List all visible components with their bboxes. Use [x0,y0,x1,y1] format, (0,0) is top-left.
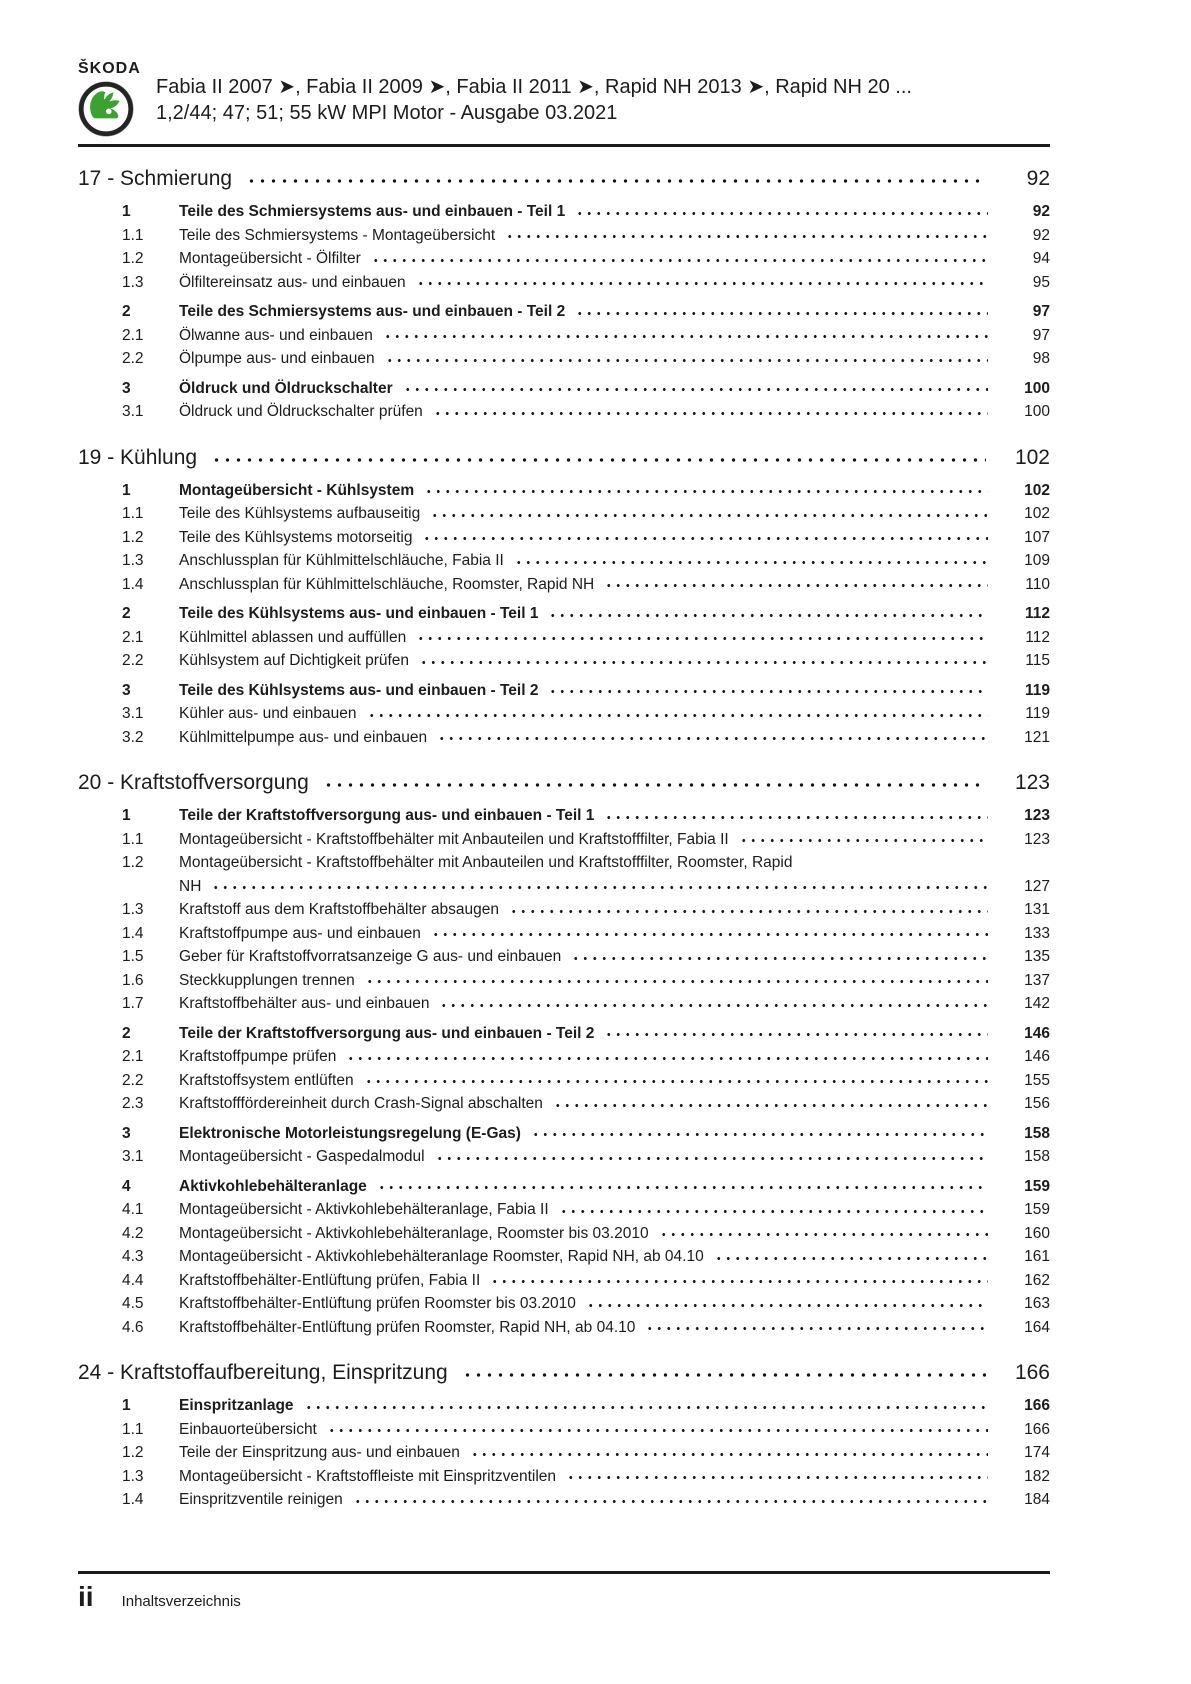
dot-leader [367,702,988,726]
entry-title: Kühlsystem auf Dichtigkeit prüfen [179,652,410,669]
dot-leader [548,602,988,626]
entry-title: Anschlussplan für Kühlmittelschläuche, Fabia II [179,552,504,569]
document-title [156,74,912,126]
entry-title: Kraftstoffpumpe aus- und einbauen [179,924,421,942]
entry-page-number: 100 [1024,403,1050,420]
entry-page-number: 107 [1024,528,1050,546]
section-title: Kraftstoffaufbereitung, Einspritzung [120,1361,448,1384]
entry-number: 1.4 [122,575,144,593]
entry-title: Kraftstofffördereinheit durch Crash-Signal abschalten [179,1095,543,1112]
entry-page-number: 160 [1024,1224,1050,1242]
entry-number: 2.1 [122,326,144,344]
entry-page-number: 159 [1024,1201,1050,1218]
dot-leader [430,502,988,526]
dot-leader [566,1465,988,1489]
dot-leader [505,224,988,248]
toc-entry [122,726,1050,750]
dot-leader [571,945,988,969]
entry-page-number: 97 [1032,326,1050,344]
toc-entry [122,1316,1050,1340]
entry-page-number: 97 [1032,303,1050,320]
toc-section [78,1359,1050,1512]
entry-number: 1 [122,1397,131,1414]
entry-title: Ölfiltereinsatz aus- und einbauen [179,273,406,291]
toc-entry [122,922,1050,946]
entry-number: 1.1 [122,226,144,244]
toc-entry [122,969,1050,993]
entry-number: 2.3 [122,1095,144,1112]
entry-number: 4.4 [122,1271,144,1289]
section-page-number: 123 [1014,771,1050,794]
entry-number: 1.1 [122,1420,144,1438]
entry-page-number: 133 [1024,924,1050,942]
dot-leader [559,1198,988,1222]
entry-number: 1.3 [122,273,144,291]
footer-divider [78,1571,1050,1574]
entry-title: Teile des Schmiersystems - Montageübersicht [179,226,496,244]
entry-title: Kraftstoffsystem entlüften [179,1071,354,1089]
entry-number: 2 [122,605,131,622]
entry-page-number: 182 [1024,1467,1050,1485]
dot-leader [377,1175,988,1199]
section-label [78,165,232,193]
entry-title: Kraftstoff aus dem Kraftstoffbehälter absaugen [179,901,499,918]
dot-leader [327,1418,988,1442]
toc-entry [122,1092,1050,1116]
entry-page-number: 121 [1024,728,1050,746]
entry-page-number: 166 [1024,1397,1050,1414]
toc-entry [122,1488,1050,1512]
entry-page-number: 156 [1024,1095,1050,1112]
toc-entry [122,1418,1050,1442]
entry-page-number: 123 [1024,830,1050,848]
dot-leader [714,1245,988,1269]
dot-leader [531,1122,988,1146]
toc-entry [122,1465,1050,1489]
section-title: Kraftstoffversorgung [120,771,309,794]
toc-entry [122,1145,1050,1169]
entry-number: 4.3 [122,1248,144,1265]
entry-title: Kraftstoffbehälter aus- und einbauen [179,995,430,1012]
dot-leader [514,549,988,573]
section-number: 17 [78,167,102,190]
toc-entry [122,573,1050,597]
section-separator: - [101,445,121,469]
toc-section [78,769,1050,1339]
entry-number: 1 [122,807,131,824]
footer-page-number: ii [78,1581,94,1612]
toc-entry [122,271,1050,295]
toc-section-header [78,769,1050,797]
skoda-logo-icon [78,80,134,138]
dot-leader [246,165,986,193]
entry-title: Anschlussplan für Kühlmittelschläuche, Roomster, Rapid NH [179,575,595,593]
section-entries [78,479,1050,750]
dot-leader [604,1022,988,1046]
section-label [78,1359,448,1387]
entry-page-number: 109 [1024,552,1050,569]
entry-title-block [179,851,1050,898]
entry-page-number: 92 [1032,226,1050,244]
dot-leader [509,898,988,922]
toc-entry [122,1222,1050,1246]
toc-entry [122,992,1050,1016]
entry-number: 4.1 [122,1201,144,1218]
entry-page-number: 112 [1024,605,1050,622]
entry-number: 4.6 [122,1318,144,1336]
entry-page-number: 174 [1024,1444,1050,1461]
entry-number: 1.7 [122,995,144,1012]
toc-entry [122,479,1050,503]
entry-title: Kraftstoffpumpe prüfen [179,1048,337,1065]
toc-entry [122,679,1050,703]
dot-leader [433,400,988,424]
toc-section-header [78,1359,1050,1387]
entry-page-number: 159 [1024,1177,1050,1195]
page-footer [78,1571,1050,1614]
toc-entry [122,626,1050,650]
dot-leader [365,969,988,993]
section-page-number: 166 [1014,1361,1050,1384]
toc-entry [122,1269,1050,1293]
table-of-contents [78,161,1050,1512]
toc-entry [122,377,1050,401]
toc-entry [122,1394,1050,1418]
entry-title: Montageübersicht - Gaspedalmodul [179,1148,425,1165]
entry-page-number: 102 [1024,481,1050,499]
entry-number: 3.1 [122,705,144,722]
entry-title-second-line [179,875,1050,899]
entry-title: Montageübersicht - Aktivkohlebehälteranlage Roomster, Rapid NH, ab 04.10 [179,1248,704,1265]
dot-leader [346,1045,988,1069]
section-separator: - [101,167,121,190]
toc-section [78,444,1050,750]
entry-number: 3.1 [122,403,144,420]
entry-title: Einspritzventile reinigen [179,1491,343,1508]
entry-title: Kühlmittelpumpe aus- und einbauen [179,728,428,746]
dot-leader [645,1316,988,1340]
entry-title: Kühler aus- und einbauen [179,705,357,722]
entry-number: 1.4 [122,924,144,942]
entry-page-number: 158 [1024,1148,1050,1165]
toc-section-header [78,165,1050,193]
entry-title: Einspritzanlage [179,1397,294,1414]
entry-title: Steckkupplungen trennen [179,971,355,989]
dot-leader [604,804,988,828]
page-header [78,60,1050,138]
entry-number: 1.3 [122,552,144,569]
entry-number: 1 [122,481,131,499]
section-separator: - [101,1361,121,1384]
entry-title: Montageübersicht - Ölfilter [179,250,361,267]
toc-entry [122,502,1050,526]
toc-entry [122,1245,1050,1269]
toc-entry [122,324,1050,348]
entry-title: Öldruck und Öldruckschalter prüfen [179,403,423,420]
dot-leader [383,324,988,348]
entry-title: Teile des Kühlsystems aufbauseitig [179,505,421,522]
entry-page-number: 115 [1025,652,1050,669]
section-label [78,769,309,797]
section-number: 19 [78,445,102,469]
entry-page-number: 158 [1024,1124,1050,1142]
dot-leader [416,271,988,295]
entry-page-number: 94 [1032,250,1050,267]
dot-leader [364,1069,988,1093]
entry-title: Montageübersicht - Kraftstoffbehälter mit Anbauteilen und Kraftstofffilter, Fabia II [179,830,729,848]
entry-title: Montageübersicht - Aktivkohlebehälteranlage, Roomster bis 03.2010 [179,1224,649,1242]
entry-title: Kühlmittel ablassen und auffüllen [179,628,407,646]
section-number: 20 [78,771,102,794]
entry-title: Elektronische Motorleistungsregelung (E-Gas) [179,1124,521,1142]
entry-page-number: 95 [1032,273,1050,291]
entry-number: 2 [122,303,131,320]
entry-number: 2 [122,1024,131,1042]
entry-title: Einbauorteübersicht [179,1420,317,1438]
toc-entry [122,400,1050,424]
entry-title: Aktivkohlebehälteranlage [179,1177,367,1195]
entry-number: 4 [122,1177,131,1195]
section-entries [78,804,1050,1339]
section-page-number: 102 [1014,445,1050,469]
entry-number: 1 [122,203,131,220]
entry-title: Teile der Kraftstoffversorgung aus- und einbauen - Teil 1 [179,807,595,824]
entry-number: 1.2 [122,1444,144,1461]
dot-leader [431,922,988,946]
dot-leader [211,444,986,472]
toc-entry [122,1069,1050,1093]
entry-page-number: 131 [1024,901,1050,918]
entry-number: 2.1 [122,1048,144,1065]
section-number: 24 [78,1361,102,1384]
entry-page-number: 161 [1024,1248,1050,1265]
entry-page-number: 92 [1032,203,1050,220]
entry-number: 1.2 [122,250,144,267]
toc-entry [122,549,1050,573]
dot-leader [659,1222,988,1246]
entry-page-number: 146 [1024,1024,1050,1042]
entry-page-number: 146 [1024,1048,1050,1065]
dot-leader [553,1092,988,1116]
dot-leader [548,679,988,703]
dot-leader [470,1441,988,1465]
entry-number: 1.3 [122,1467,144,1485]
dot-leader [739,828,988,852]
toc-entry [122,1022,1050,1046]
entry-page-number: 119 [1025,705,1050,722]
dot-leader [403,377,988,401]
dot-leader [437,726,988,750]
entry-number: 2.1 [122,628,144,646]
dot-leader [586,1292,988,1316]
toc-entry [122,247,1050,271]
entry-title: Teile des Schmiersystems aus- und einbauen - Teil 1 [179,203,566,220]
toc-entry [122,347,1050,371]
entry-title: Ölwanne aus- und einbauen [179,326,373,344]
footer-label: Inhaltsverzeichnis [121,1593,241,1610]
entry-title: Teile des Schmiersystems aus- und einbauen - Teil 2 [179,303,566,320]
dot-leader [419,649,988,673]
entry-page-number: 100 [1024,379,1050,397]
dot-leader [385,347,988,371]
toc-entry [122,898,1050,922]
toc-entry [122,702,1050,726]
header-divider [78,144,1050,147]
dot-leader [424,479,988,503]
entry-page-number: 135 [1024,948,1050,965]
dot-leader [604,573,988,597]
toc-entry [122,602,1050,626]
dot-leader [490,1269,988,1293]
entry-page-number: 102 [1024,505,1050,522]
toc-entry [122,1045,1050,1069]
dot-leader [353,1488,988,1512]
entry-number: 4.2 [122,1224,144,1242]
title-line-2: 1,2/44; 47; 51; 55 kW MPI Motor - Ausgabe 03.2021 [156,102,618,124]
entry-number: 3 [122,681,131,699]
entry-page-number: 166 [1024,1420,1050,1438]
entry-title: Teile des Kühlsystems aus- und einbauen - Teil 1 [179,605,539,622]
entry-page-number: 110 [1025,575,1050,593]
toc-entry [122,649,1050,673]
entry-page-number: 123 [1024,807,1050,824]
dot-leader [575,300,988,324]
entry-page-number: 137 [1024,971,1050,989]
section-title: Kühlung [120,445,198,469]
entry-number: 1.2 [122,854,144,871]
entry-page-number: 98 [1032,350,1050,367]
toc-entry [122,945,1050,969]
entry-title: Kraftstoffbehälter-Entlüftung prüfen, Fabia II [179,1271,481,1289]
toc-entry [122,1441,1050,1465]
section-entries [78,200,1050,424]
entry-number: 1.2 [122,528,144,546]
dot-leader [323,769,986,797]
entry-title: Montageübersicht - Kraftstoffbehälter mit Anbauteilen und Kraftstofffilter, Roomster, Rapid [179,854,793,871]
dot-leader [371,247,988,271]
section-label [78,444,197,472]
dot-leader [435,1145,988,1169]
entry-number: 3.2 [122,728,144,746]
entry-title: Kraftstoffbehälter-Entlüftung prüfen Roomster bis 03.2010 [179,1295,576,1312]
toc-entry [122,828,1050,852]
entry-number: 1.1 [122,830,144,848]
entry-title: Öldruck und Öldruckschalter [179,379,393,397]
entry-page-number: 142 [1024,995,1050,1012]
entry-title: Geber für Kraftstoffvorratsanzeige G aus- und einbauen [179,948,562,965]
entry-number: 3 [122,1124,131,1142]
entry-page-number: 163 [1024,1295,1050,1312]
dot-leader [422,526,988,550]
toc-entry [122,1175,1050,1199]
entry-title: Teile des Kühlsystems motorseitig [179,528,413,546]
section-page-number: 92 [1026,167,1050,190]
entry-title: Montageübersicht - Kraftstoffleiste mit Einspritzventilen [179,1467,557,1485]
entry-page-number: 127 [1024,877,1050,895]
entry-page-number: 119 [1024,681,1050,699]
entry-number: 2.2 [122,652,144,669]
toc-entry [122,1122,1050,1146]
toc-entry [122,200,1050,224]
entry-number: 1.3 [122,901,144,918]
dot-leader [304,1394,988,1418]
toc-entry [122,526,1050,550]
title-line-1: Fabia II 2007 ➤, Fabia II 2009 ➤, Fabia II 2011 ➤, Rapid NH 2013 ➤, Rapid NH 20 ... [156,76,912,98]
dot-leader [439,992,988,1016]
entry-page-number: 112 [1025,628,1050,646]
dot-leader [575,200,988,224]
entry-number: 4.5 [122,1295,144,1312]
section-title: Schmierung [120,167,233,190]
entry-number: 1.4 [122,1491,144,1508]
entry-title: Montageübersicht - Aktivkohlebehälteranlage, Fabia II [179,1201,549,1218]
section-separator: - [101,771,121,794]
entry-page-number: 155 [1024,1071,1050,1089]
skoda-wordmark: ŠKODA [78,60,141,77]
entry-title: Teile des Kühlsystems aus- und einbauen - Teil 2 [179,681,539,699]
entry-number: 1.1 [122,505,144,522]
dot-leader [462,1359,986,1387]
toc-entry [122,300,1050,324]
entry-title: Teile der Kraftstoffversorgung aus- und einbauen - Teil 2 [179,1024,595,1042]
entry-title: Teile der Einspritzung aus- und einbauen [179,1444,460,1461]
toc-entry [122,224,1050,248]
toc-section [78,165,1050,424]
entry-number: 1.6 [122,971,144,989]
dot-leader [416,626,988,650]
toc-section-header [78,444,1050,472]
toc-entry [122,1292,1050,1316]
toc-entry [122,851,1050,898]
entry-number: 1.5 [122,948,144,965]
skoda-brand [78,60,144,138]
entry-page-number: 164 [1024,1318,1050,1336]
toc-entry [122,1198,1050,1222]
entry-number: 3 [122,379,131,397]
entry-number: 2.2 [122,350,144,367]
entry-number: 2.2 [122,1071,144,1089]
entry-title: Montageübersicht - Kühlsystem [179,481,415,499]
dot-leader [211,875,988,899]
entry-number: 3.1 [122,1148,144,1165]
entry-title: Ölpumpe aus- und einbauen [179,350,375,367]
entry-title: Kraftstoffbehälter-Entlüftung prüfen Roomster, Rapid NH, ab 04.10 [179,1318,636,1336]
entry-page-number: 162 [1024,1271,1050,1289]
entry-title-continued: NH [179,877,202,895]
entry-page-number: 184 [1024,1491,1050,1508]
toc-entry [122,804,1050,828]
section-entries [78,1394,1050,1512]
